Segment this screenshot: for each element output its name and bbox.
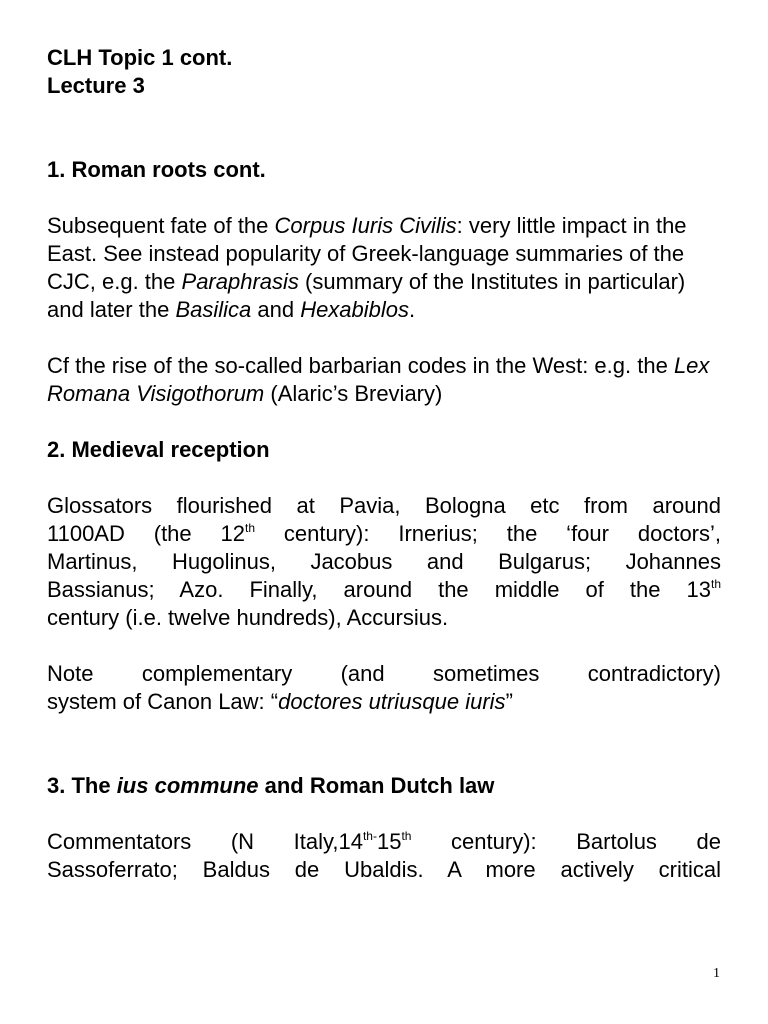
text-line: system of Canon Law: “doctores utriusque iuris” xyxy=(47,689,513,714)
section-heading-2: 2. Medieval reception xyxy=(47,437,270,462)
paragraph-corpus-fate: Subsequent fate of the Corpus Iuris Civilis: very little impact in the East. See instead popularity of Greek-language summaries of the CJC, e.g. the Paraphrasis (summary of the Institutes in particular) and later the Basilica and Hexabiblos. xyxy=(47,213,687,322)
document-title: CLH Topic 1 cont. xyxy=(47,45,233,70)
paragraph-barbarian-codes: Cf the rise of the so-called barbarian codes in the West: e.g. the Lex Romana Visigothorum (Alaric’s Breviary) xyxy=(47,353,710,406)
text-line: Commentators (N $Italy,14^{th-}15th$ century): Bartolus de xyxy=(47,829,721,854)
text-line: Bassianus; Azo. Finally, around the middle of the 13th xyxy=(47,577,721,602)
lecture-label: Lecture 3 xyxy=(47,73,145,98)
text-line: Note complementary (and sometimes contradictory) xyxy=(47,661,721,686)
page-number: 1 xyxy=(713,966,720,981)
text-line: Martinus, Hugolinus, Jacobus and Bulgarus; Johannes xyxy=(47,549,721,574)
document-page xyxy=(47,44,721,912)
paragraph-glossators xyxy=(47,492,721,632)
text-line: Glossators flourished at Pavia, Bologna etc from around xyxy=(47,493,721,518)
paragraph-canon-law xyxy=(47,660,721,716)
text-line: Sassoferrato; Baldus de Ubaldis. A more actively critical xyxy=(47,857,721,882)
paragraph-commentators xyxy=(47,828,721,884)
document-title-block xyxy=(47,44,721,100)
text-line: century (i.e. twelve hundreds), Accursius. xyxy=(47,605,449,630)
text-line: 1100AD (the 12th century): Irnerius; the ‘four doctors’, xyxy=(47,521,721,546)
section-heading-3: 3. The ius commune and Roman Dutch law xyxy=(47,773,495,798)
section-heading-1: 1. Roman roots cont. xyxy=(47,157,266,182)
